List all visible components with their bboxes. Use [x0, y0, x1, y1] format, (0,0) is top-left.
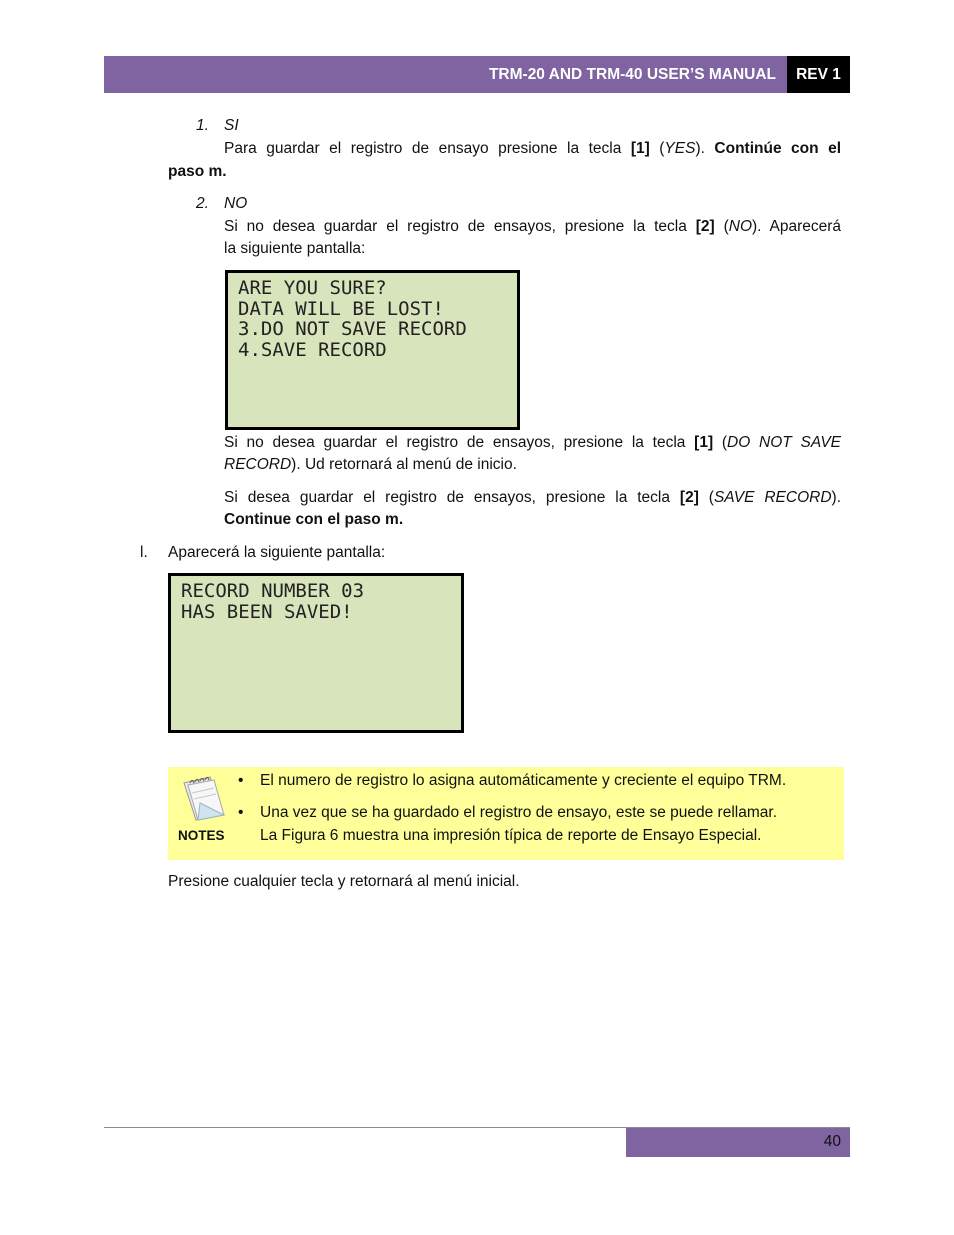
notes-box	[168, 767, 844, 860]
lcd-line: RECORD NUMBER 03	[181, 580, 365, 602]
notes-bullet-2: Una vez que se ha guardado el registro de ensayo, este se puede rellamar.	[260, 804, 777, 821]
lcd-line: DATA WILL BE LOST!	[238, 297, 444, 320]
paragraph-not-save: Si no desea guardar el registro de ensayos, presione la tecla [1] (DO NOT SAVE	[224, 434, 842, 451]
step-letter: l.	[140, 544, 148, 561]
option-1-continue: paso m.	[168, 163, 227, 180]
document-title: TRM-20 AND TRM-40 USER’S MANUAL	[488, 66, 776, 83]
option-1-number: 1.	[196, 117, 209, 134]
paragraph-not-save-cont: RECORD). Ud retornará al menú de inicio.	[224, 456, 517, 473]
lcd-line: 4.SAVE RECORD	[238, 338, 387, 361]
notes-bullet-1: El numero de registro lo asigna automáticamente y creciente el equipo TRM.	[260, 772, 787, 789]
lcd-line: 3.DO NOT SAVE RECORD	[238, 318, 467, 340]
lcd-line: HAS BEEN SAVED!	[181, 600, 353, 623]
notes-label: NOTES	[178, 828, 225, 843]
lcd-screen-saved	[168, 573, 464, 733]
closing-instruction: Presione cualquier tecla y retornará al menú inicial.	[168, 873, 520, 890]
lcd-line: ARE YOU SURE?	[238, 277, 387, 299]
revision-badge: REV 1	[787, 56, 850, 93]
option-2-text: Si no desea guardar el registro de ensayos, presione la tecla [2] (NO). Aparecerá	[224, 218, 842, 235]
notepad-icon	[176, 773, 228, 823]
paragraph-save: Si desea guardar el registro de ensayos, presione la tecla [2] (SAVE RECORD).	[224, 489, 842, 506]
option-2-text-cont: la siguiente pantalla:	[224, 240, 366, 257]
lcd-screen-confirm	[225, 270, 520, 430]
bullet-dot: •	[238, 772, 244, 789]
step-l-text: Aparecerá la siguiente pantalla:	[168, 544, 386, 561]
paragraph-save-continue: Continue con el paso m.	[224, 511, 404, 528]
bullet-dot: •	[238, 804, 244, 821]
notes-bullet-2-cont: La Figura 6 muestra una impresión típica de reporte de Ensayo Especial.	[260, 827, 762, 844]
option-2-number: 2.	[196, 195, 209, 212]
option-1-label: SI	[224, 117, 239, 134]
page-number: 40	[823, 1133, 841, 1150]
option-2-label: NO	[224, 195, 248, 212]
option-1-text: Para guardar el registro de ensayo presione la tecla [1] (YES). Continúe con el	[224, 140, 842, 157]
